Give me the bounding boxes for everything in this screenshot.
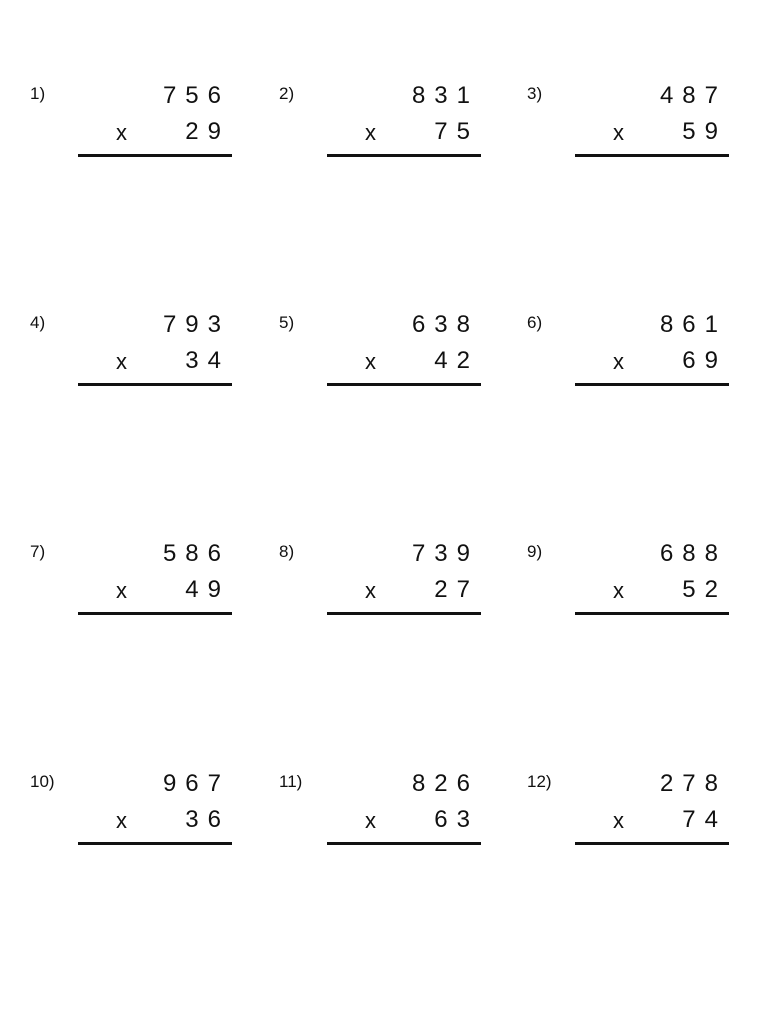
multiplicand: 739: [411, 540, 479, 567]
multiply-sign: x: [613, 808, 624, 833]
multiply-sign: x: [613, 578, 624, 603]
multiplier: 27: [434, 576, 479, 603]
multiply-sign: x: [116, 120, 127, 145]
problem-5: [279, 313, 479, 403]
answer-line: [575, 154, 729, 157]
multiplicand: 756: [162, 82, 230, 109]
problem-2: [279, 84, 479, 174]
problem-number: 10): [30, 772, 55, 791]
problem-9: [527, 542, 727, 632]
answer-line: [327, 383, 481, 386]
multiplier: 49: [185, 576, 230, 603]
answer-line: [575, 383, 729, 386]
answer-line: [327, 612, 481, 615]
multiplier: 59: [682, 118, 727, 145]
multiplier: 52: [682, 576, 727, 603]
problem-number: 6): [527, 313, 543, 332]
problem-8: [279, 542, 479, 632]
problem-4: [30, 313, 230, 403]
multiply-sign: x: [116, 808, 127, 833]
multiplier: 34: [185, 347, 230, 374]
multiplier: 69: [682, 347, 727, 374]
multiplier: 74: [682, 806, 727, 833]
problem-11: [279, 772, 479, 862]
problem-10: [30, 772, 230, 862]
multiply-sign: x: [116, 349, 127, 374]
problem-number: 7): [30, 542, 46, 561]
multiplicand: 586: [162, 540, 230, 567]
answer-line: [78, 842, 232, 845]
problem-number: 11): [279, 772, 303, 791]
multiplicand: 967: [162, 770, 230, 797]
answer-line: [327, 154, 481, 157]
multiplier: 29: [185, 118, 230, 145]
multiplicand: 638: [411, 311, 479, 338]
problem-number: 4): [30, 313, 46, 332]
multiplicand: 487: [659, 82, 727, 109]
answer-line: [78, 154, 232, 157]
multiplicand: 826: [411, 770, 479, 797]
multiply-sign: x: [613, 349, 624, 374]
multiplier: 36: [185, 806, 230, 833]
multiplicand: 793: [162, 311, 230, 338]
multiplier: 42: [434, 347, 479, 374]
multiply-sign: x: [365, 808, 376, 833]
problem-number: 3): [527, 84, 543, 103]
multiply-sign: x: [365, 349, 376, 374]
answer-line: [78, 383, 232, 386]
multiply-sign: x: [116, 578, 127, 603]
multiplier: 75: [434, 118, 479, 145]
problem-3: [527, 84, 727, 174]
multiply-sign: x: [365, 120, 376, 145]
problem-number: 2): [279, 84, 295, 103]
problem-number: 5): [279, 313, 295, 332]
multiplicand: 688: [659, 540, 727, 567]
answer-line: [575, 612, 729, 615]
problem-7: [30, 542, 230, 632]
multiplicand: 831: [411, 82, 479, 109]
multiplier: 63: [434, 806, 479, 833]
problem-number: 12): [527, 772, 552, 791]
problem-number: 8): [279, 542, 295, 561]
answer-line: [575, 842, 729, 845]
answer-line: [327, 842, 481, 845]
problem-6: [527, 313, 727, 403]
multiplicand: 278: [659, 770, 727, 797]
multiply-sign: x: [613, 120, 624, 145]
answer-line: [78, 612, 232, 615]
problem-1: [30, 84, 230, 174]
multiplicand: 861: [659, 311, 727, 338]
problem-12: [527, 772, 727, 862]
problem-number: 9): [527, 542, 543, 561]
problem-number: 1): [30, 84, 46, 103]
multiply-sign: x: [365, 578, 376, 603]
